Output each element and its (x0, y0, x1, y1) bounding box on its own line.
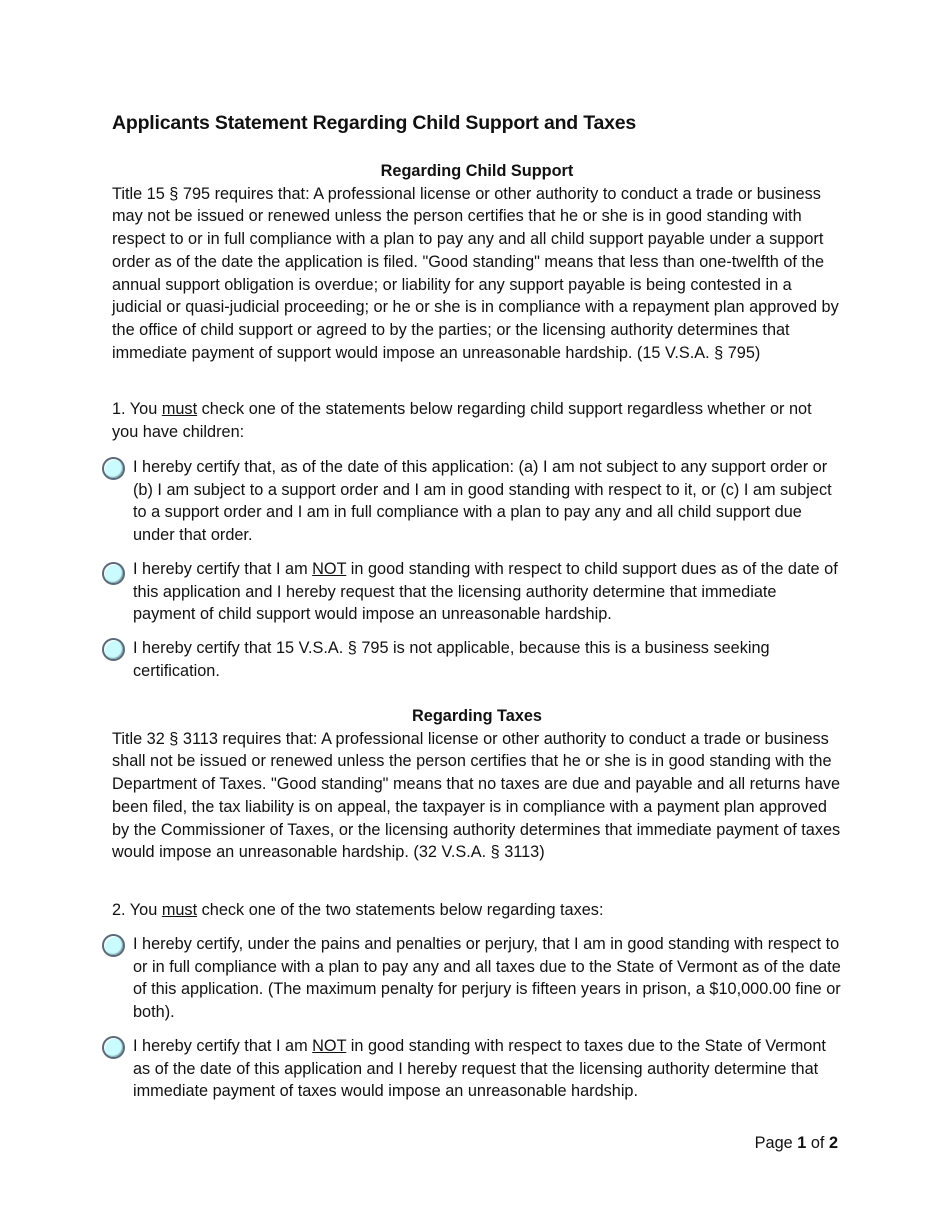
child-support-option-3-radio[interactable] (102, 638, 125, 661)
instruction-suffix: check one of the two statements below regarding taxes: (197, 901, 604, 919)
page-current: 1 (797, 1134, 807, 1152)
instruction-prefix: 2. You (112, 901, 162, 919)
child-support-heading: Regarding Child Support (380, 162, 574, 180)
page-total: 2 (828, 1134, 838, 1152)
document-title: Applicants Statement Regarding Child Support and Taxes (112, 112, 637, 134)
instruction-prefix: 1. You (112, 400, 162, 418)
child-support-option-2-text (133, 558, 843, 626)
taxes-instruction (112, 899, 842, 922)
child-support-option-3-text: I hereby certify that 15 V.S.A. § 795 is not applicable, because this is a business seeking certification. (133, 639, 770, 680)
instruction-emphasis: must (161, 901, 198, 919)
taxes-option-2-radio[interactable] (102, 1036, 125, 1059)
option-2-emphasis: NOT (312, 1037, 347, 1055)
option-2-emphasis: NOT (312, 560, 347, 578)
page-number (755, 1134, 838, 1153)
taxes-option-1-text: I hereby certify, under the pains and penalties or perjury, that I am in good standing with respect to or in full compliance with a plan to pay any and all taxes due to the State of Vermont as of the date of this application. (The maximum penalty for perjury is fifteen years in prison, a $10,000.00 fine or both). (133, 935, 841, 1022)
child-support-option-1-text: I hereby certify that, as of the date of this application: (a) I am not subject to any support order or (b) I am subject to a support order and I am in good standing with respect to it, or (c) I am subject to a support order and I am in full compliance with a plan to pay any and all child support due under that order. (133, 458, 832, 545)
option-2-suffix: in good standing with respect to child support dues as of the date of this application and I hereby request that the licensing authority determine that immediate payment of child support would impose an unreasonable hardship. (133, 560, 838, 624)
taxes-section (112, 705, 842, 864)
taxes-option-1-radio[interactable] (102, 934, 125, 957)
page-of: of (806, 1134, 829, 1152)
option-2-suffix: in good standing with respect to taxes due to the State of Vermont as of the date of this application and I hereby request that the licensing authority determine that immediate payment of taxes would impose an unreasonable hardship. (133, 1037, 826, 1101)
taxes-heading: Regarding Taxes (412, 707, 542, 725)
child-support-section (112, 160, 842, 364)
taxes-paragraph: Title 32 § 3113 requires that: A professional license or other authority to conduct a trade or business shall not be issued or renewed unless the person certifies that he or she is in good standing with the Department of Taxes. "Good standing" means that no taxes are due and payable and all returns have been filed, the tax liability is on appeal, the taxpayer is in compliance with a payment plan approved by the Commissioner of Taxes, or the licensing authority determines that immediate payment of taxes would impose an unreasonable hardship. (32 V.S.A. § 3113) (112, 729, 841, 862)
child-support-option-1-radio[interactable] (102, 457, 125, 480)
child-support-option-2-radio[interactable] (102, 562, 125, 585)
instruction-suffix: check one of the statements below regarding child support regardless whether or not you have children: (112, 400, 812, 441)
child-support-paragraph: Title 15 § 795 requires that: A professional license or other authority to conduct a trade or business may not be issued or renewed unless the person certifies that he or she is in good standing with respect to or in full compliance with a plan to pay any and all child support payable under a support order as of the date the application is filed. "Good standing" means that less than one-twelfth of the annual support obligation is overdue; or liability for any support payable is being contested in a judicial or quasi-judicial proceeding; or he or she is in compliance with a repayment plan approved by the office of child support or agreed to by the parties; or the licensing authority determines that immediate payment of support would impose an unreasonable hardship. (15 V.S.A. § 795) (112, 184, 839, 362)
option-2-prefix: I hereby certify that I am (133, 560, 313, 578)
child-support-instruction (112, 398, 842, 443)
instruction-emphasis: must (161, 400, 198, 418)
option-2-prefix: I hereby certify that I am (133, 1037, 313, 1055)
taxes-option-2-text (133, 1035, 843, 1103)
page-label: Page (754, 1134, 798, 1152)
